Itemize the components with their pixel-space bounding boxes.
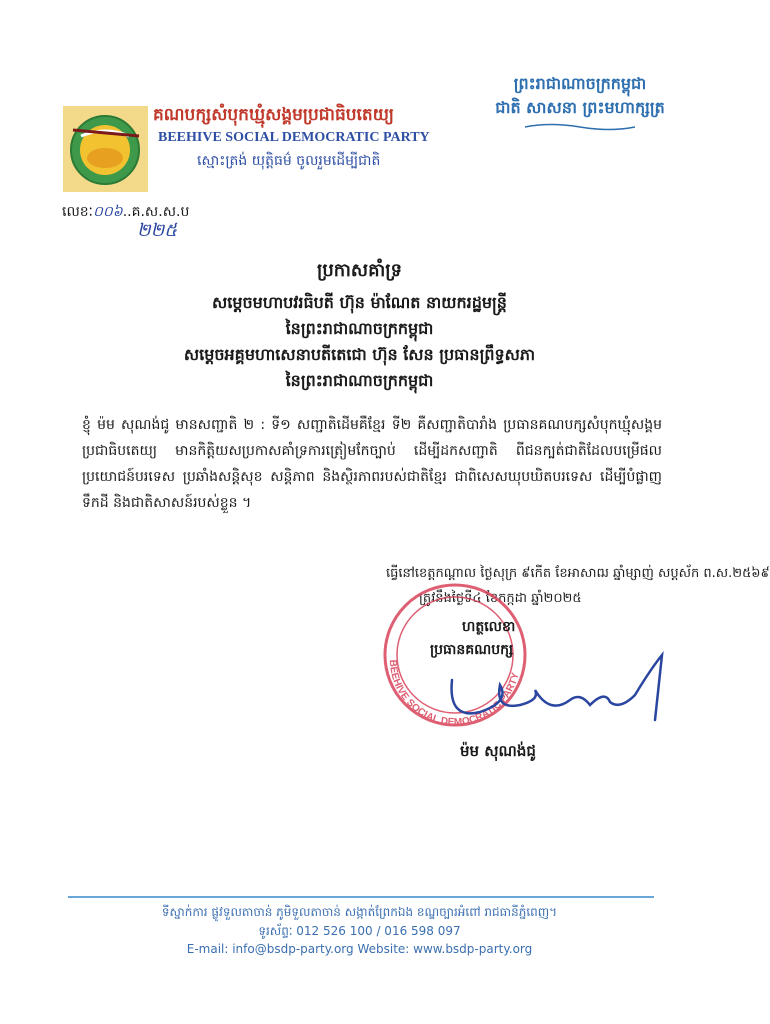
addressee-line-2: នៃព្រះរាជាណាចក្រកម្ពុជា [285, 319, 434, 338]
party-name-khmer: គណបក្សសំបុកឃ្មុំសង្គមប្រជាធិបតេយ្យ [153, 105, 394, 125]
signer-role: ប្រធានគណបក្ស [430, 642, 514, 658]
reference-handwritten-number: ២២៥ [137, 220, 177, 241]
footer-address: ទីស្នាក់ការ ផ្លូវទួលតាចាន់ ភូមិទួលតាចាន់ សង្កាត់ព្រែកឯង ខណ្ឌច្បារអំពៅ រាជធានីភ្នំពេញ។ [161, 905, 558, 919]
signer-name: ម៉ម សុណង់ជូ [460, 742, 536, 760]
footer-divider [68, 896, 654, 898]
addressee-line-3: សម្តេចអគ្គមហាសេនាបតីតេជោ ហ៊ុន សែន ប្រធានព្រឹទ្ធសភា [183, 345, 536, 364]
kingdom-line-1: ព្រះរាជាណាចក្រកម្ពុជា [513, 74, 647, 93]
addressee-line-1: សម្តេចមហាបវរធិបតី ហ៊ុន ម៉ាណែត នាយករដ្ឋមន្ត្រី [212, 293, 507, 312]
footer-phone: ទូរស័ព្ទៈ 012 526 100 / 016 598 097 [258, 924, 461, 938]
party-motto: ស្មោះត្រង់ យុត្តិធម៌ ចូលរួមដើម្បីជាតិ [197, 153, 381, 169]
stamp-text: BEEHIVE SOCIAL DEMOCRATIC PARTY [386, 659, 522, 729]
ornament-divider-icon [520, 122, 640, 132]
party-logo [63, 106, 148, 192]
footer-contact: E-mail: info@bsdp-party.org Website: www.bsdp-party.org [186, 942, 533, 956]
reference-handwritten-prefix: ០០៦ [92, 204, 123, 220]
date-line-gregorian: ត្រូវនឹងថ្ងៃទី៤ ខែកក្កដា ឆ្នាំ២០២៥ [419, 591, 582, 606]
reference-label: លេខៈ [62, 204, 93, 220]
signature-approval: ហត្ថលេខា [462, 619, 516, 635]
date-line-lunar: ធ្វើនៅខេត្តកណ្តាល ថ្ងៃសុក្រ ៩កើត ខែអាសាឍ ឆ្នាំម្សាញ់ សប្តស័ក ព.ស.២៥៦៩ [386, 566, 770, 581]
kingdom-heading [470, 72, 690, 132]
body-paragraph: ខ្ញុំ ម៉ម សុណង់ជូ មានសញ្ជាតិ ២ : ទី១ សញ្ជាតិដើមគឺខ្មែរ ទី២ គឺសញ្ជាតិបារាំង ប្រធានគណបក្សសំបុកឃ្មុំសង្គមប្រជាធិបតេយ្យ មានកិត្តិយសប្រកាសគាំទ្រការត្រៀមកែច្បាប់ ដើម្បីដកសញ្ជាតិ ពីជនក្បត់ជាតិដែលបម្រើផលប្រយោជន៍បរទេស ប្រឆាំងសន្តិសុខ សន្តិភាព និងស្ថិរភាពរបស់ជាតិខ្មែរ ជាពិសេសឃុបឃិតបរទេស ដើម្បីបំផ្លាញ ទឹកដី និងជាតិសាសន៍របស់ខ្លួន ។ [82, 417, 662, 511]
handwritten-signature [440, 650, 670, 735]
addressee-line-4: នៃព្រះរាជាណាចក្រកម្ពុជា [285, 371, 434, 390]
document-title: ប្រកាសគាំទ្រ [317, 260, 402, 281]
kingdom-line-2: ជាតិ សាសនា ព្រះមហាក្សត្រ [495, 98, 665, 117]
party-name-english: BEEHIVE SOCIAL DEMOCRATIC PARTY [158, 130, 430, 145]
reference-suffix: ..គ.ស.ស.ប [122, 204, 190, 220]
